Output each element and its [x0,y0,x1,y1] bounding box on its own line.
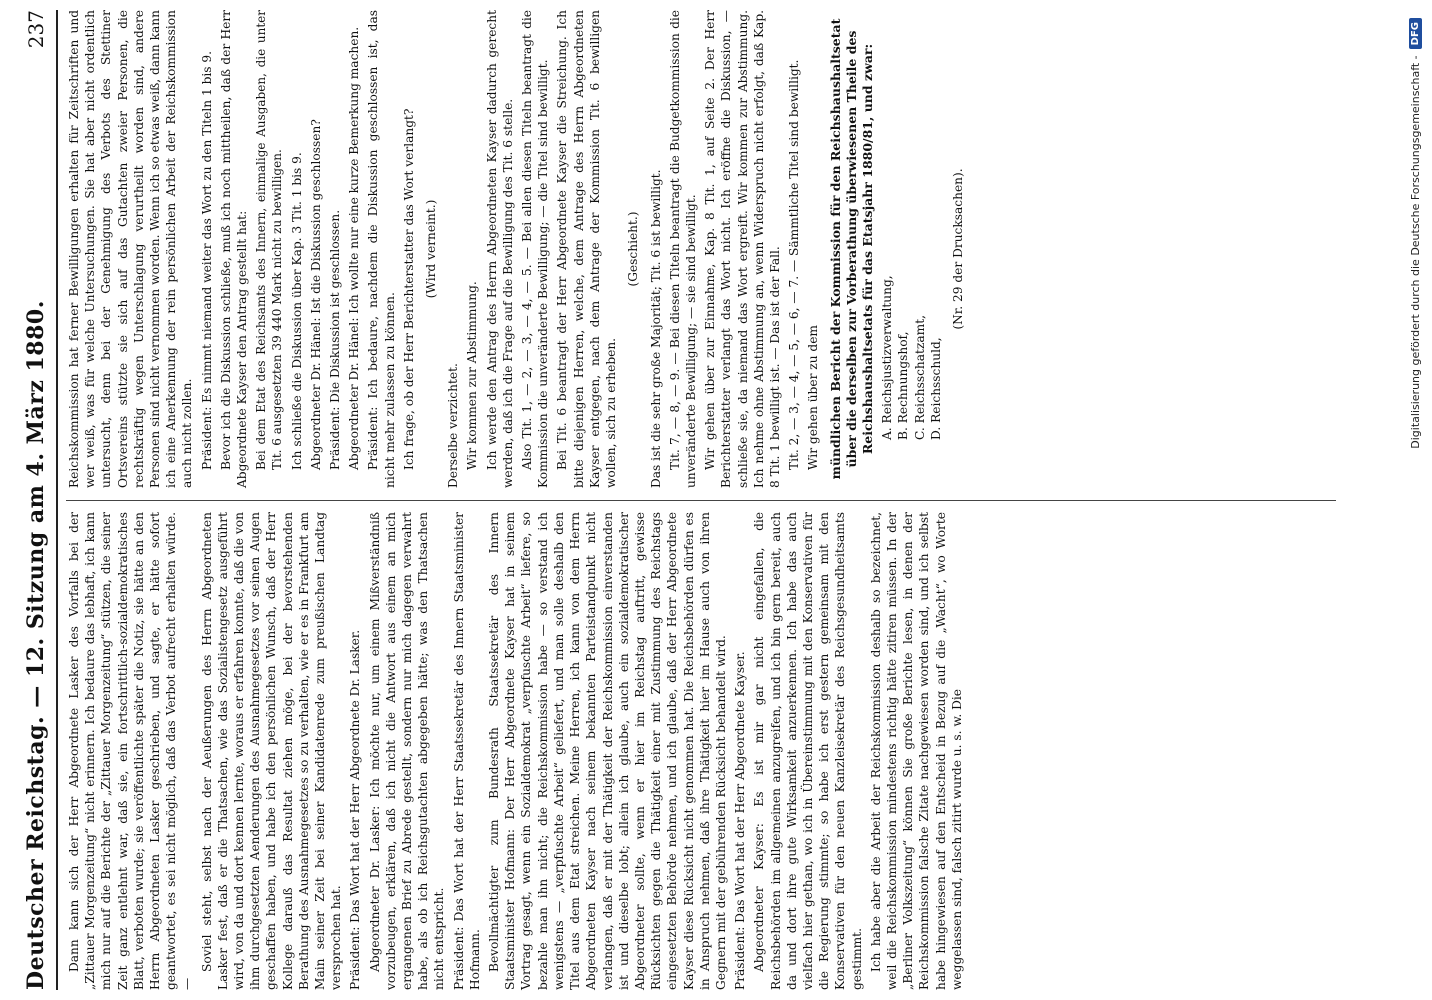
paragraph: Abgeordneter Dr. Lasker: Ich möchte nur, um einem Mißverständniß vorzubeugen, erklären, daß ich nicht die Antwort aus einem an mich ergangenen Brief zu Abrede gestellt, sondern nur mich dagegen verwahrt habe, als ob ich Reichsgutachten abgegeben hätte; was den Thatsachen nicht entspricht. [367,512,447,990]
paragraph: Tit. 2, — 3, — 4, — 5, — 6, — 7. — Sämmtliche Titel sind bewilligt. [787,59,802,470]
interjection: (Geschieht.) [626,211,641,287]
paragraph: Bevor ich die Diskussion schließe, muß ich noch mittheilen, daß der Herr Abgeordnete Kayser den Antrag gestellt hat: [218,10,250,488]
paragraph: Präsident: Das Wort hat der Herr Abgeordnete Dr. Lasker. [348,629,363,990]
paragraph: Präsident: Das Wort hat der Herr Staatssekretär des Innern Staatsminister Hofmann. [451,512,482,990]
paragraph: Bei Tit. 6 beantragt der Herr Abgeordnete Kayser die Streichung. Ich bitte diejenigen Herren, welche, dem Antrage des Herrn Abgeordneten Kayser entgegen, nach dem Antrage der Kommission Tit. 6 bewilligen wollen, sich zu erheben. [555,10,619,488]
quoted-motion: Bei dem Etat des Reichsamts des Innern, einmalige Ausgaben, die unter Tit. 6 ausgesetzten 39 440 Mark nicht zu bewilligen. [254,10,285,470]
paragraph: Dann kann sich der Herr Abgeordnete Lasker des Vorfalls bei der „Zittauer Morgenzeitung“ nicht erinnern. Ich bedaure das lebhaft, ich kann mich nur auf die Berichte der „Zittauer Morgenzeitung“ stützen, die seiner Zeit ganz entlehnt war, daß sie, ein fortschrittlich-sozialdemokratisches Blatt, verboten wurde; sie veröffentlichte später die Notiz, sie hätte an den Herrn Abgeordneten Lasker geschrieben, und sagte, er hätte sofort geantwortet, es sei nicht möglich, daß das Verbot aufrecht erhalten würde. — [67,512,195,990]
right-column [66,10,1336,488]
list-item: A. Reichsjustizverwaltung, [880,275,895,440]
paragraph: Ich habe aber die Arbeit der Reichskommission deshalb so bezeichnet, weil die Reichskommission mindestens richtig hätte zitiren müssen. In der „Berliner Volkszeitung“ können Sie große Berichte lesen, in denen der Reichskommission falsche Zitate nachgewiesen worden sind, und ich selbst habe hingewiesen auf den Entscheid in Bezug auf die „Wacht“, wo Worte weggelassen sind, falsch zitirt wurde u. s. w. Die [868,512,964,990]
paragraph: Soviel steht, selbst nach der Aeußerungen des Herrn Abgeordneten Lasker fest, daß er die Thatsachen, wie das Sozialistengesetz ausgeführt wird, von da und dort kennen lernte, woraus er erfahren konnte, daß die von ihm durchgesetzten Aenderungen des Ausnahmegesetzes vor seinen Augen geschaffen haben, und habe ich den persönlichen Wunsch, daß der Herr Kollege darauß das Resultat ziehen möge, bei der bevorstehenden Berathung des Ausnahmegesetzes so zu verhalten, wie er es in Frankfurt am Main seiner Zeit bei seiner Kandidatenrede zum preußischen Landtag versprochen hat. [199,512,344,990]
paragraph: Wir gehen über zur Einnahme, Kap. 8 Tit. 1, auf Seite 2. Der Herr Berichterstatter verlangt das Wort nicht. Ich eröffne die Diskussion, — schließe sie, da niemand das Wort ergreift. Wir kommen zur Abstimmung. Ich nehme ohne Abstimmung an, wenn Widerspruch nicht erfolgt, daß Kap. 8 Tit. 1 bewilligt ist. — Das ist der Fall. [703,10,782,488]
dfg-logo: DFG [1409,18,1422,49]
document-reference: (Nr. 29 der Drucksachen). [950,168,965,330]
paragraph: Abgeordneter Kayser: Es ist mir gar nicht eingefallen, die Reichsbehörden im allgemeinen anzugreifen, und ich bin gern bereit, auch da und dort ihre gute Wirksamkeit anzuerkennen. Ich habe das auch vielfach hier gethan, wo ich in Übereinstimmung mit den Konservativen für die Regierung stimmte; so habe ich erst gestern gemeinsam mit den Konservativen für den neuen Kanzleisekretär des Reichsgesundheitsamts gestimmt. [752,512,864,990]
section-heading: mündlichen Bericht der Kommission für den Reichshaushaltsetat über die derselben zur Vorberathung überwiesenen Theile des Reichshaushaltsetats für das Etatsjahr 1880/81, und zwar: [827,18,875,480]
paragraph: Präsident: Ich bedaure, nachdem die Diskussion geschlossen ist, das nicht mehr zulassen zu können. [366,10,397,488]
page-header [16,10,58,990]
paragraph: Ich werde den Antrag des Herrn Abgeordneten Kayser dadurch gerecht werden, daß ich die Frage auf die Bewilligung des Tit. 6 stelle. [484,10,515,488]
paragraph: Ich schließe die Diskussion über Kap. 3 Tit. 1 bis 9. [289,152,304,470]
list-item: C. Reichsschatzamt, [912,315,927,440]
paragraph: Präsident: Es nimmt niemand weiter das Wort zu den Titeln 1 bis 9. [199,50,214,470]
paragraph: Wir kommen zur Abstimmung. [465,281,480,470]
text-columns [66,10,1336,990]
paragraph: Abgeordneter Dr. Hänel: Ist die Diskussion geschlossen? [308,119,323,470]
paragraph: Reichskommission hat ferner Bewilligungen erhalten für Zeitschriften und wer weiß, was für welche Untersuchungen. Sie hat aber nicht ordentlich untersucht, denn bei der Genehmigung des Verbots des Stettiner Ortsvereins stützte sie sich auf das Gutachten zweier Personen, die rechtskräftig wegen Unterschlagung verurtheilt worden sind, andere Personen sind nicht vernommen worden. Wenn ich so etwas weiß, dann kann ich eine Anerkennung der rein persönlichen Arbeit der Reichskommission auch nicht zollen. [67,10,195,488]
list-item: B. Rechnungshof, [896,331,911,440]
paragraph: Präsident: Das Wort hat der Herr Abgeordnete Kayser. [733,651,748,990]
list-item: D. Reichsschuld, [928,337,943,440]
interjection: (Wird verneint.) [424,199,439,299]
left-column [66,512,1336,990]
paragraph: Tit. 7, — 8, — 9. — Bei diesen Titeln beantragt die Budgetkommission die unveränderte Bewilligung; — sie sind bewilligt. [667,10,698,488]
paragraph: Präsident: Die Diskussion ist geschlossen. [328,209,343,470]
page-number: 237 [24,10,48,49]
paragraph: Das ist die sehr große Majorität; Tit. 6 ist bewilligt. [648,169,663,488]
paragraph: Bevollmächtigter zum Bundesrath Staatssekretär des Innern Staatsminister Hofmann: Der Herr Abgeordnete Kayser hat in seinem Vortrag gesagt, wenn ein Sozialdemokrat „verpfuschte Arbeit“ liefere, so bezahle man ihn nicht; die Reichskommission habe — so verstand ich wenigstens — „verpfuschte Arbeit“ geliefert, und man solle deshalb den Titel aus dem Etat streichen. Meine Herren, ich kann von dem Herrn Abgeordneten Kayser nach seinem bekannten Parteistandpunkt nicht verlangen, daß er mit der Thätigkeit der Reichskommission einverstanden ist und dieselbe lobt; allein ich glaube, auch ein sozialdemokratischer Abgeordneter sollte, wenn er hier im Reichstag auftritt, gewisse Rücksichten gegen die Thätigkeit einer mit Zustimmung des Reichstags eingesetzten Behörde nehmen, und ich glaube, daß der Herr Abgeordnete Kayser diese Rücksicht nicht genommen hat. Die Reichsbehörden dürfen es in Anspruch nehmen, daß ihre Thätigkeit hier im Hause auch von ihren Gegnern mit der gebührenden Rücksicht behandelt wird. [487,512,728,990]
running-title: Deutscher Reichstag. — 12. Sitzung am 4. März 1880. [23,300,49,990]
paragraph: Also Tit. 1, — 2, — 3, — 4, — 5. — Bei allen diesen Titeln beantragt die Kommission die unveränderte Bewilligung; — die Titel sind bewilligt. [520,10,551,488]
paragraph: Abgeordneter Dr. Hänel: Ich wollte nur eine kurze Bemerkung machen. [347,26,362,470]
paragraph: Ich frage, ob der Herr Berichterstatter das Wort verlangt? [401,108,416,470]
credit-text: Digitalisierung gefördert durch die Deutsche Forschungsgemeinschaft - [1409,55,1422,449]
digitization-credit [1409,18,1422,449]
paragraph: Wir gehen über zu dem [806,325,821,470]
paragraph: Derselbe verzichtet. [446,363,461,488]
